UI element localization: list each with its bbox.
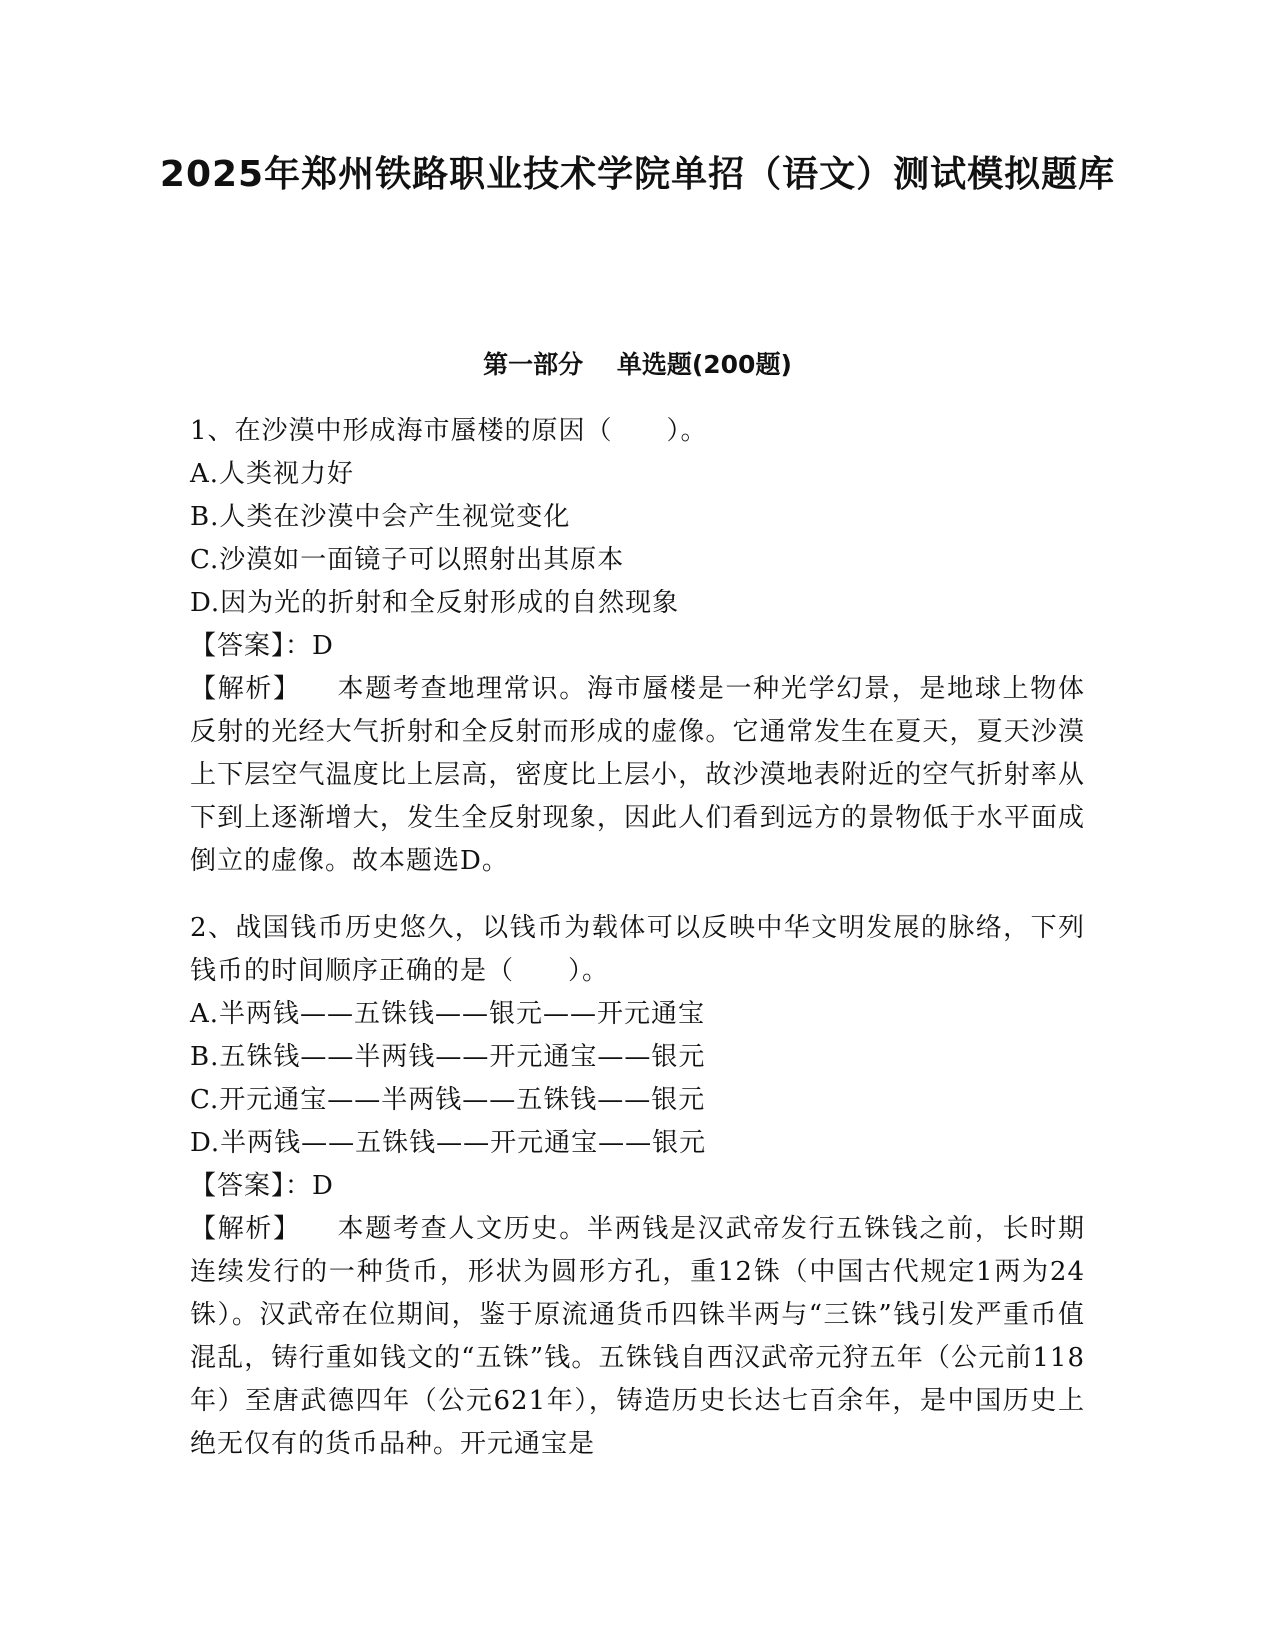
answer-value: D (312, 1171, 334, 1201)
question-stem: 1、在沙漠中形成海市蜃楼的原因（ ）。 (190, 416, 708, 446)
answer-value: D (312, 631, 334, 661)
question-1 (190, 410, 1085, 883)
answer-line (190, 625, 1085, 668)
analysis-paragraph (190, 1208, 1085, 1466)
option-c: C.沙漠如一面镜子可以照射出其原本 (190, 545, 625, 575)
analysis-label: 【解析】 (190, 1214, 301, 1244)
option-b: B.五铢钱——半两钱——开元通宝——银元 (190, 1042, 706, 1072)
option-a: A.半两钱——五铢钱——银元——开元通宝 (190, 999, 706, 1029)
answer-line (190, 1165, 1085, 1208)
analysis-text: 本题考查地理常识。海市蜃楼是一种光学幻景，是地球上物体反射的光经大气折射和全反射而形成的虚像。它通常发生在夏天，夏天沙漠上下层空气温度比上层高，密度比上层小，故沙漠地表附近的空气折射率从下到上逐渐增大，发生全反射现象，因此人们看到远方的景物低于水平面成倒立的虚像。故本题选D。 (190, 674, 1085, 876)
option-b: B.人类在沙漠中会产生视觉变化 (190, 502, 571, 532)
option-d: D.半两钱——五铢钱——开元通宝——银元 (190, 1128, 707, 1158)
section-title: 第一部分 单选题(200题) (483, 350, 792, 379)
analysis-label: 【解析】 (190, 674, 301, 704)
option-a: A.人类视力好 (190, 459, 355, 489)
option-d: D.因为光的折射和全反射形成的自然现象 (190, 588, 680, 618)
answer-label: 【答案】： (190, 1171, 313, 1201)
answer-label: 【答案】： (190, 631, 313, 661)
question-stem: 2、战国钱币历史悠久，以钱币为载体可以反映中华文明发展的脉络，下列钱币的时间顺序正确的是（ ）。 (190, 913, 1085, 986)
question-2 (190, 907, 1085, 1466)
analysis-text: 本题考查人文历史。半两钱是汉武帝发行五铢钱之前，长时期连续发行的一种货币，形状为圆形方孔，重12铢（中国古代规定1两为24铢）。汉武帝在位期间，鉴于原流通货币四铢半两与“三铢”钱引发严重币值混乱，铸行重如钱文的“五铢”钱。五铢钱自西汉武帝元狩五年（公元前118年）至唐武德四年（公元621年），铸造历史长达七百余年，是中国历史上绝无仅有的货币品种。开元通宝是 (190, 1214, 1085, 1459)
document-title: 2025年郑州铁路职业技术学院单招（语文）测试模拟题库 (159, 154, 1116, 195)
option-c: C.开元通宝——半两钱——五铢钱——银元 (190, 1085, 706, 1115)
analysis-paragraph (190, 668, 1085, 883)
